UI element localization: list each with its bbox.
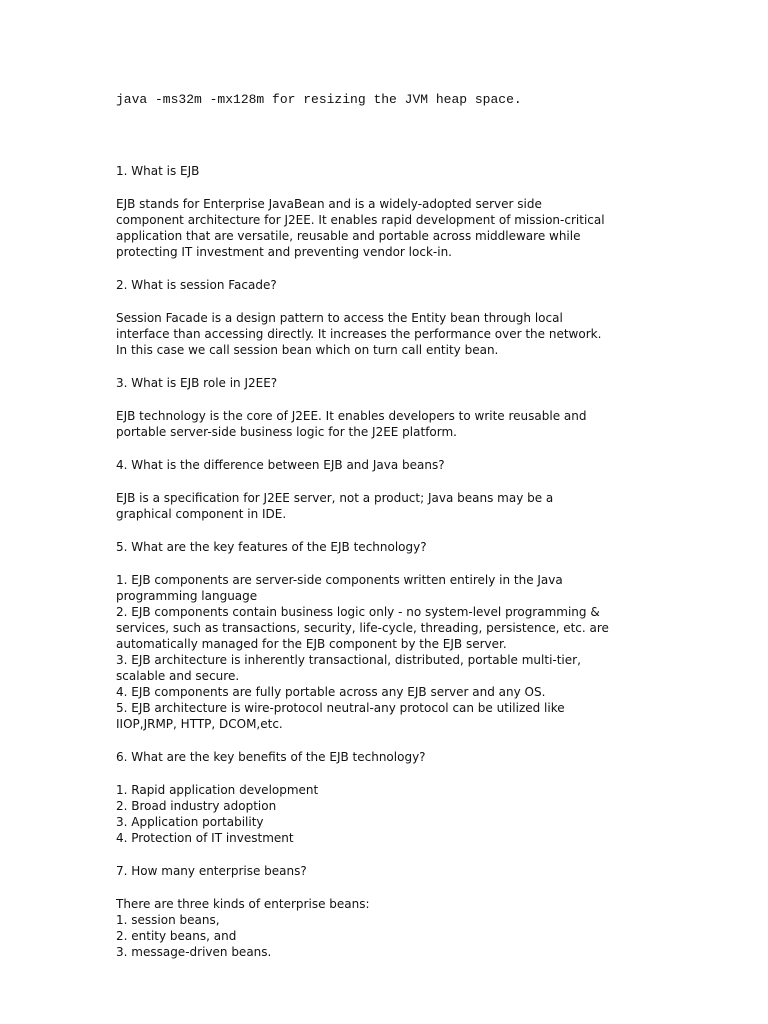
answer-line: graphical component in IDE.: [116, 507, 287, 521]
answer-line: 4. Protection of IT investment: [116, 831, 294, 845]
answer-line: 5. EJB architecture is wire-protocol neutral-any protocol can be utilized like: [116, 701, 565, 715]
answer-3: [116, 408, 656, 440]
answer-line: 1. EJB components are server-side components written entirely in the Java: [116, 573, 563, 587]
answer-line: scalable and secure.: [116, 669, 240, 683]
answer-line: There are three kinds of enterprise beans:: [116, 897, 370, 911]
answer-line: portable server-side business logic for the J2EE platform.: [116, 425, 457, 439]
answer-line: application that are versatile, reusable and portable across middleware while: [116, 229, 581, 243]
answer-line: 2. entity beans, and: [116, 929, 237, 943]
jvm-heap-command: java -ms32m -mx128m for resizing the JVM heap space.: [116, 92, 522, 107]
answer-line: IIOP,JRMP, HTTP, DCOM,etc.: [116, 717, 283, 731]
answer-line: 3. message-driven beans.: [116, 945, 272, 959]
answer-line: automatically managed for the EJB component by the EJB server.: [116, 637, 507, 651]
answer-line: interface than accessing directly. It increases the performance over the network.: [116, 327, 602, 341]
answer-line: 3. EJB architecture is inherently transactional, distributed, portable multi-tier,: [116, 653, 581, 667]
answer-line: 2. Broad industry adoption: [116, 799, 277, 813]
faq-content: [116, 163, 656, 977]
answer-2: [116, 310, 656, 358]
answer-line: 3. Application portability: [116, 815, 264, 829]
answer-line: Session Facade is a design pattern to access the Entity bean through local: [116, 311, 563, 325]
question-6: 6. What are the key benefits of the EJB technology?: [116, 750, 426, 764]
answer-line: 1. Rapid application development: [116, 783, 319, 797]
answer-1: [116, 196, 656, 260]
answer-line: EJB is a specification for J2EE server, not a product; Java beans may be a: [116, 491, 554, 505]
answer-line: In this case we call session bean which on turn call entity bean.: [116, 343, 499, 357]
answer-4: [116, 490, 656, 522]
question-1: 1. What is EJB: [116, 164, 200, 178]
answer-line: services, such as transactions, security, life-cycle, threading, persistence, etc. are: [116, 621, 609, 635]
answer-line: 2. EJB components contain business logic only - no system-level programming &: [116, 605, 600, 619]
answer-line: EJB technology is the core of J2EE. It enables developers to write reusable and: [116, 409, 587, 423]
answer-line: 4. EJB components are fully portable across any EJB server and any OS.: [116, 685, 546, 699]
question-7: 7. How many enterprise beans?: [116, 864, 307, 878]
answer-line: protecting IT investment and preventing vendor lock-in.: [116, 245, 452, 259]
question-4: 4. What is the difference between EJB and Java beans?: [116, 458, 445, 472]
question-3: 3. What is EJB role in J2EE?: [116, 376, 278, 390]
answer-7: [116, 896, 656, 960]
question-5: 5. What are the key features of the EJB technology?: [116, 540, 427, 554]
answer-line: EJB stands for Enterprise JavaBean and is a widely-adopted server side: [116, 197, 542, 211]
answer-line: programming language: [116, 589, 258, 603]
answer-5: [116, 572, 656, 732]
answer-line: component architecture for J2EE. It enables rapid development of mission-critical: [116, 213, 605, 227]
answer-line: 1. session beans,: [116, 913, 220, 927]
question-2: 2. What is session Facade?: [116, 278, 277, 292]
answer-6: [116, 782, 656, 846]
